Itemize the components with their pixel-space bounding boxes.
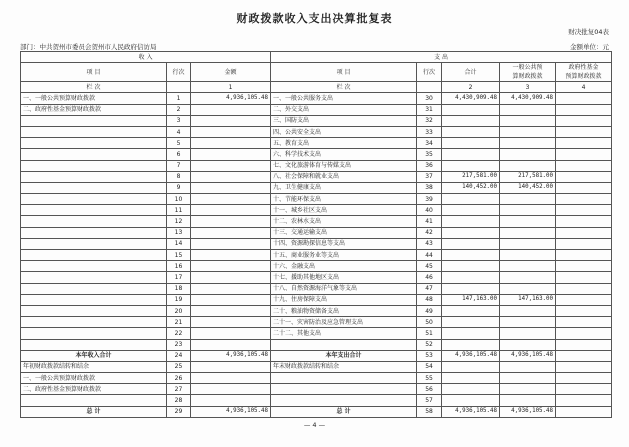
income-item [21,238,167,249]
expense-general-budget: 4,936,105.48 [500,406,556,417]
expense-total [442,194,500,205]
expense-line: 41 [417,216,442,227]
expense-line: 48 [417,294,442,305]
income-line: 19 [167,294,191,305]
table-row [21,384,612,395]
income-amount [191,272,271,283]
expense-fund-budget [556,283,612,294]
expense-general-budget [500,194,556,205]
expense-line: 55 [417,373,442,384]
expense-fund-budget [556,339,612,350]
expense-total: 217,581.00 [442,171,500,182]
table-row [21,328,612,339]
expense-general-budget: 140,452.00 [500,182,556,193]
expense-total: 4,936,105.48 [442,350,500,361]
expense-total [442,317,500,328]
income-amount: 4,936,105.48 [191,350,271,361]
expense-item: 十七、援助其他地区支出 [271,272,417,283]
income-line: 25 [167,361,191,372]
income-item [21,227,167,238]
expense-general-budget [500,238,556,249]
expense-total [442,339,500,350]
income-amount: 4,936,105.48 [191,406,271,417]
lanci-col3: 3 [500,82,556,93]
expense-fund-budget [556,406,612,417]
expense-item: 十六、金融支出 [271,261,417,272]
income-item: 二、政府性基金预算财政拨款 [21,104,167,115]
income-line: 7 [167,160,191,171]
expense-general-budget [500,115,556,126]
income-line: 22 [167,328,191,339]
expense-fund-budget [556,328,612,339]
table-row [21,250,612,261]
table-row [21,115,612,126]
expense-item: 十、节能环保支出 [271,194,417,205]
income-item [21,194,167,205]
income-line: 13 [167,227,191,238]
lanci-col2: 2 [442,82,500,93]
income-amount [191,261,271,272]
income-amount [191,216,271,227]
expense-general-budget [500,373,556,384]
table-row [21,160,612,171]
income-item [21,294,167,305]
expense-line: 32 [417,115,442,126]
lanci-label: 栏 次 [21,82,167,93]
expense-fund-budget [556,350,612,361]
income-item [21,328,167,339]
expense-general-budget [500,339,556,350]
income-line: 21 [167,317,191,328]
expense-item: 八、社会保障和就业支出 [271,171,417,182]
table-row [21,283,612,294]
expense-total [442,361,500,372]
income-item: 本年收入合计 [21,350,167,361]
income-item [21,283,167,294]
expense-line: 58 [417,406,442,417]
expense-general-budget: 217,581.00 [500,171,556,182]
income-amount [191,317,271,328]
expense-fund-budget [556,317,612,328]
income-amount [191,328,271,339]
expense-item: 四、公共安全支出 [271,126,417,137]
expense-item: 二十、粮油物资储备支出 [271,305,417,316]
income-amount [191,395,271,406]
table-row [21,294,612,305]
expense-general-budget [500,395,556,406]
expense-total [442,250,500,261]
income-item [21,205,167,216]
table-row [21,194,612,205]
income-line: 5 [167,138,191,149]
expense-item: 九、卫生健康支出 [271,182,417,193]
expense-fund-budget [556,216,612,227]
expense-total [442,115,500,126]
income-line: 18 [167,283,191,294]
expense-line: 36 [417,160,442,171]
header-row-lanci [21,82,612,93]
report-title: 财政拨款收入支出决算批复表 [236,12,393,25]
income-amount [191,227,271,238]
expense-total: 147,163.00 [442,294,500,305]
income-line: 28 [167,395,191,406]
expense-general-budget [500,160,556,171]
header-row-section [21,52,612,63]
expense-fund-budget [556,138,612,149]
expense-total [442,104,500,115]
lanci-label: 栏 次 [271,82,417,93]
expense-general-budget: 147,163.00 [500,294,556,305]
income-item: 一、一般公共预算财政拨款 [21,373,167,384]
income-amount [191,182,271,193]
unit-label: 金额单位：元 [570,43,609,51]
budget-table [20,51,612,418]
expense-fund-budget [556,205,612,216]
expense-general-budget [500,328,556,339]
income-item [21,138,167,149]
expense-fund-budget [556,395,612,406]
col-income-amount: 金额 [191,63,271,82]
expense-line: 44 [417,250,442,261]
income-item [21,216,167,227]
income-amount [191,149,271,160]
income-item: 一、一般公共预算财政拨款 [21,93,167,104]
expense-general-budget: 4,430,909.48 [500,93,556,104]
col-income-item: 项 目 [21,63,167,82]
col-income-line: 行次 [167,63,191,82]
expense-total: 140,452.00 [442,182,500,193]
income-item [21,149,167,160]
expense-fund-budget [556,104,612,115]
expense-line: 31 [417,104,442,115]
expense-general-budget [500,149,556,160]
income-line: 16 [167,261,191,272]
income-line: 2 [167,104,191,115]
income-item [21,126,167,137]
income-header: 收 入 [21,52,271,63]
expense-line: 46 [417,272,442,283]
table-row [21,272,612,283]
income-line: 6 [167,149,191,160]
expense-item: 十五、商业服务业等支出 [271,250,417,261]
income-line: 23 [167,339,191,350]
expense-fund-budget [556,126,612,137]
table-row [21,261,612,272]
col-fund-budget: 政府性基金 预算财政拨款 [556,63,612,82]
income-amount [191,305,271,316]
expense-total: 4,430,909.48 [442,93,500,104]
table-row [21,339,612,350]
col-general-budget: 一般公共预 算财政拨款 [500,63,556,82]
expense-fund-budget [556,149,612,160]
income-line: 11 [167,205,191,216]
expense-item: 二、外交支出 [271,104,417,115]
expense-general-budget [500,227,556,238]
expense-item: 二十二、其他支出 [271,328,417,339]
grand-total-row [21,406,612,417]
table-row [21,93,612,104]
income-amount [191,138,271,149]
income-amount [191,171,271,182]
expense-fund-budget [556,294,612,305]
income-line: 3 [167,115,191,126]
income-amount [191,294,271,305]
expense-line: 43 [417,238,442,249]
income-item: 二、政府性基金预算财政拨款 [21,384,167,395]
expense-line: 52 [417,339,442,350]
expense-line: 34 [417,138,442,149]
table-row [21,149,612,160]
expense-total [442,272,500,283]
income-amount [191,373,271,384]
expense-line: 53 [417,350,442,361]
income-amount: 4,936,105.48 [191,93,271,104]
expense-fund-budget [556,261,612,272]
income-item [21,272,167,283]
income-amount [191,160,271,171]
expense-item: 二十一、灾害防治及应急管理支出 [271,317,417,328]
expense-fund-budget [556,160,612,171]
expense-item: 十八、自然资源海洋气象等支出 [271,283,417,294]
expense-item: 十四、资源勘探信息等支出 [271,238,417,249]
expense-total [442,238,500,249]
income-line: 10 [167,194,191,205]
expense-general-budget [500,384,556,395]
expense-fund-budget [556,373,612,384]
expense-general-budget [500,272,556,283]
expense-general-budget: 4,936,105.48 [500,350,556,361]
expense-general-budget [500,205,556,216]
expense-general-budget [500,126,556,137]
expense-general-budget [500,261,556,272]
expense-line: 35 [417,149,442,160]
table-row [21,373,612,384]
expense-line: 45 [417,261,442,272]
expense-line: 57 [417,395,442,406]
lanci-col4: 4 [556,82,612,93]
expense-total [442,160,500,171]
expense-total [442,305,500,316]
page-number: — 4 — [303,421,326,429]
income-item: 总 计 [21,406,167,417]
table-row [21,182,612,193]
expense-total [442,149,500,160]
expense-total [442,227,500,238]
expense-line: 39 [417,194,442,205]
expense-total [442,126,500,137]
expense-total [442,373,500,384]
income-amount [191,104,271,115]
expense-item: 本年支出合计 [271,350,417,361]
col-expense-total: 合计 [442,63,500,82]
income-item [21,250,167,261]
income-line: 24 [167,350,191,361]
expense-total [442,384,500,395]
expense-total [442,328,500,339]
expense-fund-budget [556,93,612,104]
income-line: 20 [167,305,191,316]
table-row [21,171,612,182]
income-line: 17 [167,272,191,283]
expense-item: 十九、住房保障支出 [271,294,417,305]
form-number: 财决批复04表 [568,28,609,36]
income-item [21,115,167,126]
expense-item [271,373,417,384]
expense-line: 47 [417,283,442,294]
expense-item: 年末财政拨款结转和结余 [271,361,417,372]
income-amount [191,205,271,216]
income-line: 15 [167,250,191,261]
expense-item: 十三、交通运输支出 [271,227,417,238]
income-line: 14 [167,238,191,249]
expense-total [442,261,500,272]
income-amount [191,361,271,372]
expense-fund-budget [556,361,612,372]
income-amount [191,283,271,294]
expense-total [442,216,500,227]
income-item [21,339,167,350]
expense-total: 4,936,105.48 [442,406,500,417]
expense-line: 37 [417,171,442,182]
expense-header: 支 出 [271,52,612,63]
income-line: 1 [167,93,191,104]
income-item [21,305,167,316]
income-item: 年初财政拨款结转和结余 [21,361,167,372]
income-line: 4 [167,126,191,137]
expense-item [271,339,417,350]
table-row [21,361,612,372]
expense-line: 54 [417,361,442,372]
income-amount [191,115,271,126]
income-item [21,171,167,182]
income-item [21,317,167,328]
table-row [21,138,612,149]
expense-fund-budget [556,171,612,182]
income-line: 27 [167,384,191,395]
expense-item: 十一、城乡社区支出 [271,205,417,216]
expense-line: 42 [417,227,442,238]
table-row [21,205,612,216]
expense-total [442,205,500,216]
table-row [21,216,612,227]
expense-general-budget [500,317,556,328]
col-expense-line: 行次 [417,63,442,82]
expense-line: 30 [417,93,442,104]
expense-line: 51 [417,328,442,339]
income-amount [191,194,271,205]
income-line: 8 [167,171,191,182]
header-row-columns [21,63,612,82]
income-amount [191,250,271,261]
year-total-row [21,350,612,361]
table-row [21,104,612,115]
income-amount [191,339,271,350]
department-label: 部门：中共贺州市委员会贺州市人民政府信访局 [20,43,157,51]
expense-total [442,138,500,149]
table-row [21,126,612,137]
income-amount [191,126,271,137]
income-item [21,261,167,272]
expense-fund-budget [556,194,612,205]
expense-total [442,283,500,294]
expense-line: 40 [417,205,442,216]
expense-item: 三、国防支出 [271,115,417,126]
expense-item [271,384,417,395]
expense-general-budget [500,361,556,372]
expense-line: 56 [417,384,442,395]
income-line: 29 [167,406,191,417]
expense-item [271,395,417,406]
expense-general-budget [500,216,556,227]
expense-item: 一、一般公共服务支出 [271,93,417,104]
expense-item: 七、文化旅游体育与传媒支出 [271,160,417,171]
expense-general-budget [500,104,556,115]
expense-item: 六、科学技术支出 [271,149,417,160]
income-amount [191,238,271,249]
expense-fund-budget [556,272,612,283]
income-line: 9 [167,182,191,193]
income-line: 12 [167,216,191,227]
income-item [21,160,167,171]
expense-line: 50 [417,317,442,328]
lanci-col1: 1 [191,82,271,93]
table-row [21,305,612,316]
table-row [21,395,612,406]
income-amount [191,384,271,395]
expense-line: 33 [417,126,442,137]
expense-fund-budget [556,227,612,238]
income-item [21,395,167,406]
expense-line: 38 [417,182,442,193]
table-row [21,238,612,249]
expense-fund-budget [556,305,612,316]
expense-fund-budget [556,250,612,261]
table-row [21,317,612,328]
income-item [21,182,167,193]
expense-general-budget [500,305,556,316]
expense-general-budget [500,283,556,294]
expense-general-budget [500,250,556,261]
expense-item: 十二、农林水支出 [271,216,417,227]
expense-fund-budget [556,384,612,395]
expense-item: 五、教育支出 [271,138,417,149]
expense-item: 总 计 [271,406,417,417]
expense-fund-budget [556,182,612,193]
col-expense-item: 项 目 [271,63,417,82]
expense-general-budget [500,138,556,149]
expense-fund-budget [556,238,612,249]
table-row [21,227,612,238]
income-line: 26 [167,373,191,384]
expense-total [442,395,500,406]
expense-fund-budget [556,115,612,126]
expense-line: 49 [417,305,442,316]
